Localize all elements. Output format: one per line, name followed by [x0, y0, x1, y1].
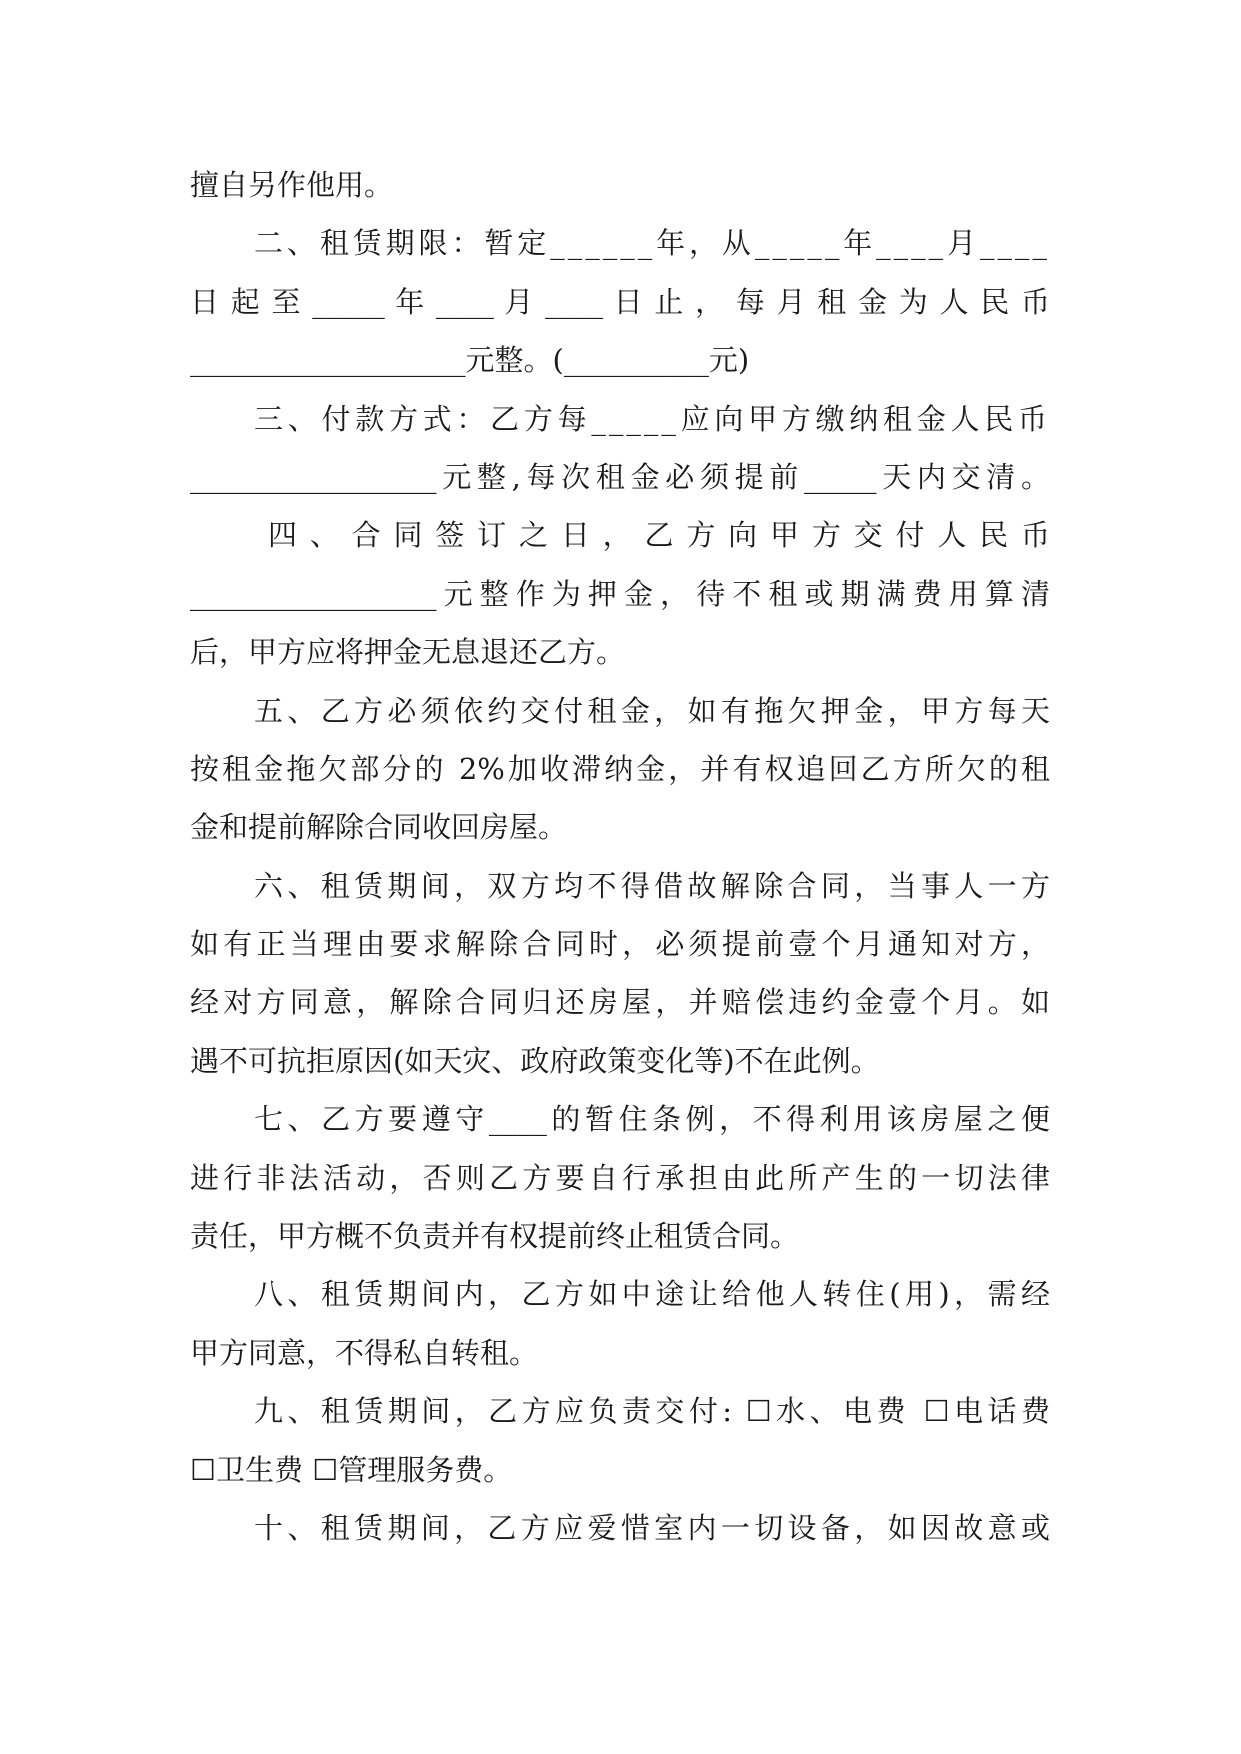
clause-5-line: 五、乙方必须依约交付租金，如有拖欠押金，甲方每天 [254, 693, 1050, 728]
clause-7-line: 七、乙方要遵守____的暂住条例，不得利用该房屋之便 [254, 1102, 1050, 1137]
text-line: 金和提前解除合同收回房屋。 [190, 810, 568, 845]
text-line: 按租金拖欠部分的 2%加收滞纳金，并有权追回乙方所欠的租 [190, 751, 1050, 786]
clause-2-line: 二、租赁期限：暂定______年，从_____年____月____ [254, 226, 1050, 261]
text-line: _________________元整作为押金，待不租或期满费用算清 [190, 576, 1050, 611]
text-line: 后，甲方应将押金无息退还乙方。 [190, 635, 626, 670]
text-line: ☐卫生费 ☐管理服务费。 [190, 1452, 513, 1487]
clause-6-line: 六、租赁期间，双方均不得借故解除合同，当事人一方 [254, 868, 1050, 903]
text-line: _________________元整,每次租金必须提前_____天内交清。 [190, 459, 1050, 494]
text-line: 遇不可抗拒原因(如天灾、政府政策变化等)不在此例。 [190, 1043, 880, 1078]
clause-4-line: 四 、 合 同 签 订 之 日 ， 乙 方 向 甲 方 交 付 人 民 币 [268, 518, 1050, 553]
clause-9-line: 九、租赁期间，乙方应负责交付: ☐水、电费 ☐电话费 [254, 1394, 1050, 1429]
text-line: 日 起 至 _____ 年 ____ 月 ____ 日 止 ， 每 月 租 金 为 人 民 币 [190, 284, 1050, 319]
clause-10-line: 十、租赁期间，乙方应爱惜室内一切设备，如因故意或 [254, 1510, 1050, 1545]
text-line: 甲方同意，不得私自转租。 [190, 1335, 539, 1370]
text-line: 如有正当理由要求解除合同时，必须提前壹个月通知对方， [190, 927, 1050, 962]
text-line: 经对方同意，解除合同归还房屋，并赔偿违约金壹个月。如 [190, 985, 1050, 1020]
text-line: 责任，甲方概不负责并有权提前终止租赁合同。 [190, 1219, 800, 1254]
clause-8-line: 八、租赁期间内，乙方如中途让给他人转住(用)，需经 [254, 1277, 1050, 1312]
contract-body [190, 156, 1050, 1557]
text-line: ___________________元整。(__________元) [190, 343, 750, 378]
text-line: 擅自另作他用。 [190, 168, 394, 202]
clause-3-line: 三、付款方式：乙方每_____应向甲方缴纳租金人民币 [254, 401, 1050, 436]
text-line: 进行非法活动，否则乙方要自行承担由此所产生的一切法律 [190, 1160, 1050, 1195]
